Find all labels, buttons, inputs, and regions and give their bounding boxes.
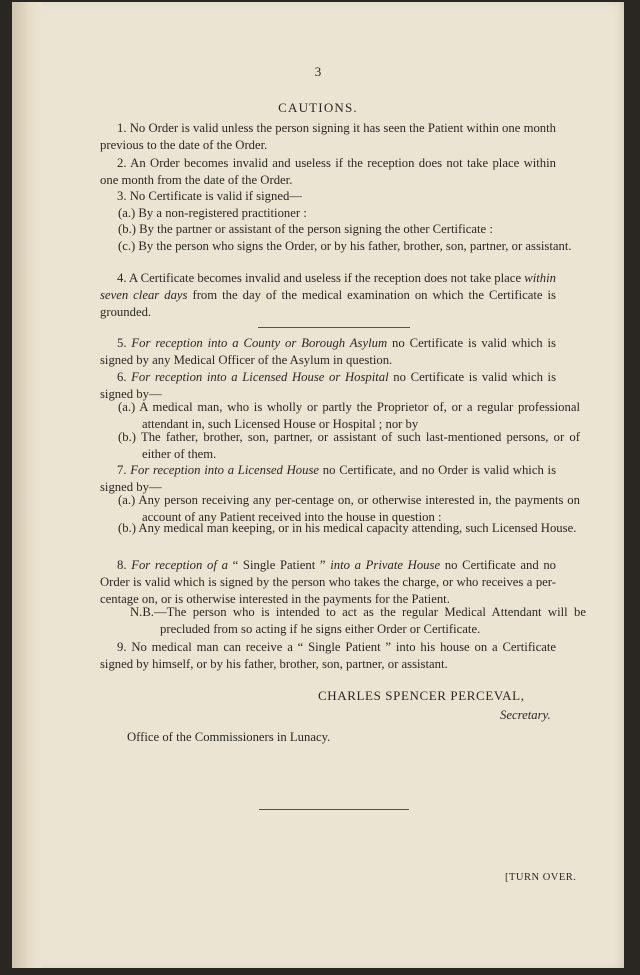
caution-6-num: 6. [117,370,132,384]
caution-5 [100,335,556,369]
caution-8-italic-2: into a Private House [330,558,441,572]
bottom-divider [259,809,409,810]
caution-8 [100,557,556,609]
caution-5-italic: For reception into a County or Borough Asylum [131,336,388,350]
caution-4-italic: within seven clear days [100,271,556,303]
caution-1: 1. No Order is valid unless the person signing it has seen the Patient within one month previous to the date of the Order. [100,121,556,153]
section-divider [258,327,410,328]
caution-8-tail: no Certificate and no Order is valid which is signed by the person who takes the charge, or who receives a per-centage on, or is otherwise interested in the payments for the Patient. [100,558,557,607]
caution-7-num: 7. [117,463,131,477]
caution-8-quote: “ Single Patient ” [227,558,331,572]
caution-8-italic-1: For reception of a [131,558,228,572]
page-edge-shadow [12,2,42,968]
signature-title: Secretary. [500,708,551,722]
caution-6a: (a.) A medical man, who is wholly or partly the Proprietor of, or a regular professional attendant in, such Licensed House or Hospital ; nor by [118,400,580,431]
caution-7-italic: For reception into a Licensed House [130,463,320,477]
page-number: 3 [314,64,322,79]
caution-3b: (b.) By the partner or assistant of the person signing the other Certificate : [118,222,493,236]
caution-4-lead: 4. A Certificate becomes invalid and useless if the reception does not take place [117,271,525,285]
caution-4 [100,270,556,322]
caution-2: 2. An Order becomes invalid and useless if the reception does not take place within one month from the date of the Order. [100,156,556,188]
caution-6-tail: no Certificate is valid which is signed by— [100,370,557,402]
caution-7a: (a.) Any person receiving any per-centage on, or otherwise interested in, the payments on account of any Patient received into the house in question : [118,493,580,524]
caution-8-num: 8. [117,558,132,572]
caution-5-num: 5. [117,336,132,350]
caution-9: 9. No medical man can receive a “ Single Patient ” into his house on a Certificate signed by himself, or by his father, brother, son, partner, or assistant. [100,640,556,672]
document-page [12,2,624,968]
caution-3a: (a.) By a non-registered practitioner : [118,206,307,220]
turn-over-note: [TURN OVER. [505,872,577,883]
caution-3c: (c.) By the person who signs the Order, or by his father, brother, son, partner, or assistant. [118,239,572,253]
caution-3: 3. No Certificate is valid if signed— [117,189,302,203]
cautions-heading: CAUTIONS. [278,100,358,115]
signature-name: CHARLES SPENCER PERCEVAL, [318,688,525,703]
caution-6-italic: For reception into a Licensed House or Hospital [131,370,389,384]
caution-4-tail: from the day of the medical examination on which the Certificate is grounded. [100,288,556,320]
office-line: Office of the Commissioners in Lunacy. [127,730,331,744]
caution-6b: (b.) The father, brother, son, partner, or assistant of such last-mentioned persons, or of either of them. [118,430,580,461]
caution-5-tail: no Certificate is valid which is signed by any Medical Officer of the Asylum in question. [100,336,556,368]
caution-7-tail: no Certificate, and no Order is valid which is signed by— [100,463,557,495]
caution-7b: (b.) Any medical man keeping, or in his medical capacity attending, such Licensed House. [118,521,577,535]
nota-bene: N.B.—The person who is intended to act as the regular Medical Attendant will be precluded from so acting if he signs either Order or Certificate. [130,605,586,636]
